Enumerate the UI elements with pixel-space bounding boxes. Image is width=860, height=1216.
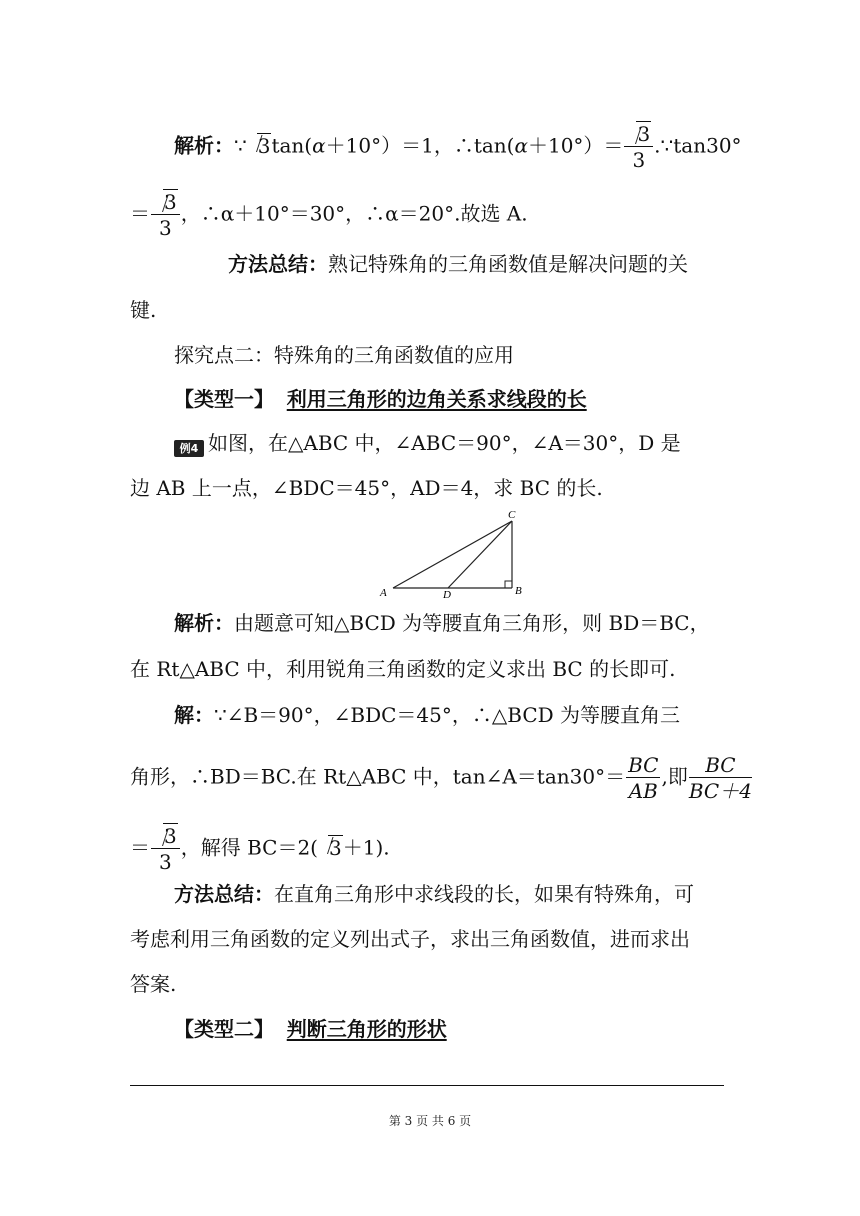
solve-text-3b: ＋1). <box>342 835 390 860</box>
type1-title: 利用三角形的边角关系求线段的长 <box>286 387 587 411</box>
segment-ac <box>393 521 512 588</box>
fraction-sqrt3-over-3-b: $\frac{3}{3}$ <box>151 192 180 238</box>
solve-label: 解： <box>174 703 214 727</box>
solve-line3 <box>130 826 390 872</box>
solve-text-1: ∵∠B＝90°，∠BDC＝45°，∴△BCD 为等腰直角三 <box>214 703 681 727</box>
type1-heading <box>174 385 587 413</box>
label-c: C <box>508 509 516 521</box>
summary2-line1 <box>174 880 694 908</box>
example-line1 <box>174 429 681 457</box>
sqrt-3: 3 <box>247 132 272 160</box>
summary1-text: 熟记特殊角的三角函数值是解决问题的关 <box>328 252 688 276</box>
type2-heading <box>174 1015 447 1043</box>
eq-sign-3: ＝ <box>130 835 150 860</box>
label-b: B <box>515 585 522 597</box>
analysis-line1 <box>174 609 710 637</box>
solve-line1 <box>174 701 680 729</box>
solve-text-2b: ,即 <box>661 764 688 789</box>
analysis-label: 解析： <box>174 611 234 635</box>
summary2-line3: 答案. <box>130 972 177 996</box>
section-heading: 探究点二：特殊角的三角函数值的应用 <box>174 343 514 367</box>
segment-dc <box>448 521 512 588</box>
eq-sign: ＝ <box>130 201 150 226</box>
fraction-sqrt3-over-3: $\frac{3}{3}$ <box>624 124 653 170</box>
solution1-label: 解析： <box>174 133 234 158</box>
page-footer: 第 3 页 共 6 页 <box>388 1114 472 1128</box>
text-eq: ＋10°）＝ <box>527 133 624 158</box>
summary1-line2: 键. <box>130 298 157 322</box>
alpha-symbol-2: α <box>514 133 528 158</box>
footer-rule <box>130 1085 724 1086</box>
fraction-bc-over-bc4: $\frac{BC}{BC+4}$ <box>688 753 752 803</box>
example-text-1: 如图，在△ABC 中，∠ABC＝90°，∠A＝30°，D 是 <box>208 431 681 455</box>
analysis-text-1: 由题意可知△BCD 为等腰直角三角形，则 BD＝BC， <box>234 611 710 635</box>
type1-label: 【类型一】 <box>174 387 274 411</box>
summary1-line1 <box>228 250 688 278</box>
analysis-line2: 在 Rt△ABC 中，利用锐角三角函数的定义求出 BC 的长即可. <box>130 657 676 681</box>
summary2-text-1: 在直角三角形中求线段的长，如果有特殊角，可 <box>274 882 694 906</box>
summary2-label: 方法总结： <box>174 882 274 906</box>
solution1-conclusion: ，∴α＋10°＝30°，∴α＝20°.故选 A. <box>180 201 528 226</box>
text-eq-one: ＋10°）＝1，∴tan( <box>325 133 515 158</box>
solve-line2 <box>130 755 753 801</box>
label-d: D <box>443 589 451 601</box>
label-a: A <box>380 587 387 599</box>
sqrt-3-b: 3 <box>318 834 343 862</box>
solution1-line1 <box>174 124 742 170</box>
because-symbol: ∵ <box>234 133 247 158</box>
summary2-line2: 考虑利用三角函数的定义列出式子，求出三角函数值，进而求出 <box>130 927 690 951</box>
example-badge: 例4 <box>174 440 204 457</box>
fraction-sqrt3-over-3-c: $\frac{3}{3}$ <box>151 826 180 872</box>
solve-text-3a: ，解得 BC＝2( <box>180 835 318 860</box>
triangle-figure <box>378 507 528 601</box>
solution1-line2 <box>130 192 528 238</box>
fraction-bc-over-ab: $\frac{BC}{AB}$ <box>628 753 659 803</box>
alpha-symbol: α <box>312 133 326 158</box>
text-tan30: .∵tan30° <box>654 133 742 158</box>
type2-title: 判断三角形的形状 <box>286 1017 447 1041</box>
example-line2: 边 AB 上一点，∠BDC＝45°，AD＝4，求 BC 的长. <box>130 476 603 500</box>
right-angle-mark <box>505 581 512 588</box>
text-tan-open: tan( <box>271 133 313 158</box>
summary1-label: 方法总结： <box>228 252 328 276</box>
solve-text-2a: 角形，∴BD＝BC.在 Rt△ABC 中，tan∠A＝tan30°＝ <box>130 764 626 789</box>
type2-label: 【类型二】 <box>174 1017 274 1041</box>
